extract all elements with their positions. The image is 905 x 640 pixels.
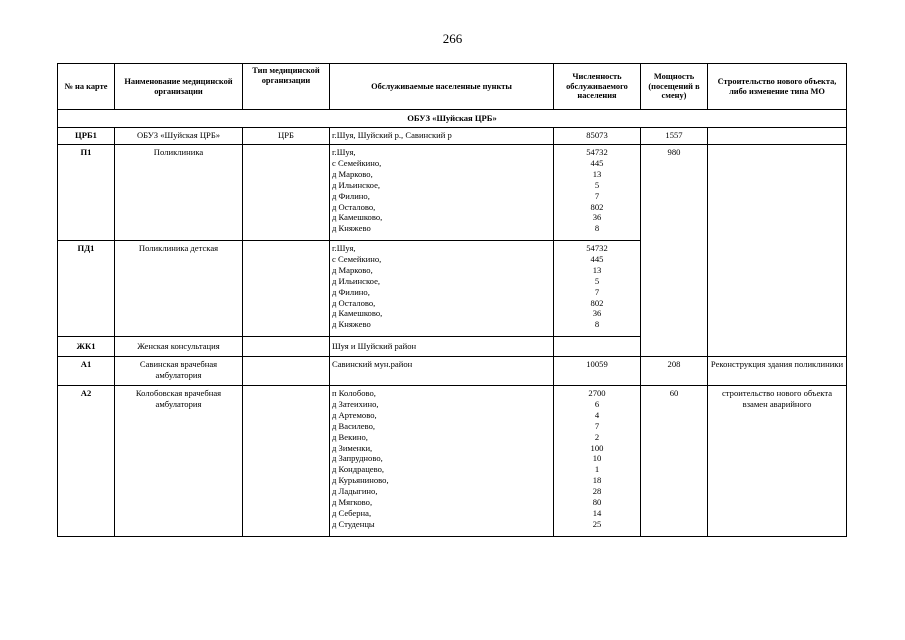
population-cell: 10059	[554, 357, 641, 386]
settlement-item: д Княжево	[332, 319, 371, 330]
population-item: 2700	[588, 388, 606, 398]
population-item: 54732	[586, 243, 608, 253]
settlement-item: д Василево,	[332, 420, 376, 431]
population-item: 2	[594, 431, 600, 442]
population-cell	[554, 145, 641, 241]
capacity-cell: 60	[641, 386, 708, 537]
section-row	[58, 110, 847, 128]
org-name-cell: ОБУЗ «Шуйская ЦРБ»	[115, 128, 243, 145]
population-cell	[554, 337, 641, 357]
population-item: 54732	[586, 147, 608, 157]
population-item: 14	[592, 507, 602, 518]
org-name-cell: Женская консультация	[115, 337, 243, 357]
settlement-item: д Зименки,	[332, 442, 373, 453]
capacity-cell: 208	[641, 357, 708, 386]
settlement-item: д Княжево	[332, 223, 371, 234]
settlement-item: д Ильинское,	[332, 275, 381, 286]
org-type-cell	[243, 357, 330, 386]
settlement-item: д Осталово,	[332, 201, 376, 212]
population-item: 10	[592, 453, 602, 464]
settlement-item: д Камешково,	[332, 212, 383, 223]
population-item: 5	[594, 179, 600, 190]
settlements-cell: Шуя и Шуйский район	[330, 337, 554, 357]
page-number: 266	[442, 31, 463, 46]
population-item: 100	[590, 442, 604, 453]
capacity-cell: 1557	[641, 128, 708, 145]
construction-cell	[708, 145, 847, 357]
settlement-item: д Ладыгино,	[332, 486, 378, 497]
header-construction: Строительство нового объекта, либо изменение типа МО	[708, 64, 847, 110]
org-type-cell	[243, 337, 330, 357]
header-row	[58, 64, 847, 110]
population-cell	[554, 241, 641, 337]
section-title: ОБУЗ «Шуйская ЦРБ»	[58, 110, 847, 128]
settlements-cell: Савинский мун.район	[330, 357, 554, 386]
population-item: 7	[594, 286, 600, 297]
population-item: 13	[592, 264, 602, 275]
population-item: 445	[590, 253, 604, 264]
population-item: 7	[594, 420, 600, 431]
population-item: 802	[590, 201, 604, 212]
settlement-item: п Колобово,	[332, 388, 376, 398]
population-item: 25	[592, 518, 602, 529]
construction-cell: Реконструкция здания поликлиники	[708, 357, 847, 386]
settlement-item: д Артемово,	[332, 409, 377, 420]
header-capacity: Мощность (посещений в смену)	[641, 64, 708, 110]
settlement-item: д Ильинское,	[332, 179, 381, 190]
population-item: 8	[594, 223, 600, 234]
settlement-item: с Семейкино,	[332, 157, 382, 168]
org-name-cell: Колобовская врачебная амбулатория	[115, 386, 243, 537]
construction-cell: строительство нового объекта взамен аварийного	[708, 386, 847, 537]
settlement-item: д Векино,	[332, 431, 368, 442]
map-no-cell: А1	[58, 357, 115, 386]
population-cell: 85073	[554, 128, 641, 145]
population-item: 28	[592, 486, 602, 497]
population-item: 1	[594, 464, 600, 475]
org-name-cell: Поликлиника	[115, 145, 243, 241]
settlement-item: д Филино,	[332, 286, 370, 297]
population-cell	[554, 386, 641, 537]
settlements-cell: г.Шуя, Шуйский р., Савинский р	[330, 128, 554, 145]
org-type-cell: ЦРБ	[243, 128, 330, 145]
population-item: 7	[594, 190, 600, 201]
medical-organizations-table	[57, 63, 847, 537]
settlement-item: г.Шуя,	[332, 243, 356, 253]
population-item: 80	[592, 497, 602, 508]
settlement-item: д Филино,	[332, 190, 370, 201]
population-item: 802	[590, 297, 604, 308]
settlement-item: д Себерна,	[332, 507, 372, 518]
settlements-cell	[330, 241, 554, 337]
settlement-item: д Марково,	[332, 168, 373, 179]
map-no-cell: П1	[58, 145, 115, 241]
header-org-type: Тип медицинской организации	[243, 64, 330, 110]
map-no-cell: А2	[58, 386, 115, 537]
population-item: 36	[592, 212, 602, 223]
population-item: 5	[594, 275, 600, 286]
header-map-no: № на карте	[58, 64, 115, 110]
settlement-item: д Мягково,	[332, 497, 373, 508]
org-name-cell: Поликлиника детская	[115, 241, 243, 337]
population-item: 445	[590, 157, 604, 168]
settlement-item: д Запрудново,	[332, 453, 383, 464]
org-type-cell	[243, 241, 330, 337]
settlement-item: д Осталово,	[332, 297, 376, 308]
construction-cell	[708, 128, 847, 145]
table-row-p1	[58, 145, 847, 241]
header-settlements: Обслуживаемые населенные пункты	[330, 64, 554, 110]
map-no-cell: ЦРБ1	[58, 128, 115, 145]
population-item: 4	[594, 409, 600, 420]
header-org-name: Наименование медицинской организации	[115, 64, 243, 110]
population-item: 18	[592, 475, 602, 486]
settlement-item: г.Шуя,	[332, 147, 356, 157]
settlements-cell	[330, 145, 554, 241]
population-item: 6	[594, 398, 600, 409]
settlement-item: д Кондрацево,	[332, 464, 385, 475]
settlement-item: д Марково,	[332, 264, 373, 275]
map-no-cell: ПД1	[58, 241, 115, 337]
table-row-a1	[58, 357, 847, 386]
population-item: 8	[594, 319, 600, 330]
table-row-a2	[58, 386, 847, 537]
settlement-item: д Студенцы	[332, 518, 375, 529]
org-type-cell	[243, 145, 330, 241]
map-no-cell: ЖК1	[58, 337, 115, 357]
org-name-cell: Савинская врачебная амбулатория	[115, 357, 243, 386]
population-item: 13	[592, 168, 602, 179]
settlement-item: с Семейкино,	[332, 253, 382, 264]
settlements-cell	[330, 386, 554, 537]
org-type-cell	[243, 386, 330, 537]
capacity-cell: 980	[641, 145, 708, 357]
settlement-item: д Курьяниново,	[332, 475, 389, 486]
population-item: 36	[592, 308, 602, 319]
header-population: Численность обслуживаемого населения	[554, 64, 641, 110]
settlement-item: д Затеихино,	[332, 398, 379, 409]
settlement-item: д Камешково,	[332, 308, 383, 319]
table-row-crb1	[58, 128, 847, 145]
